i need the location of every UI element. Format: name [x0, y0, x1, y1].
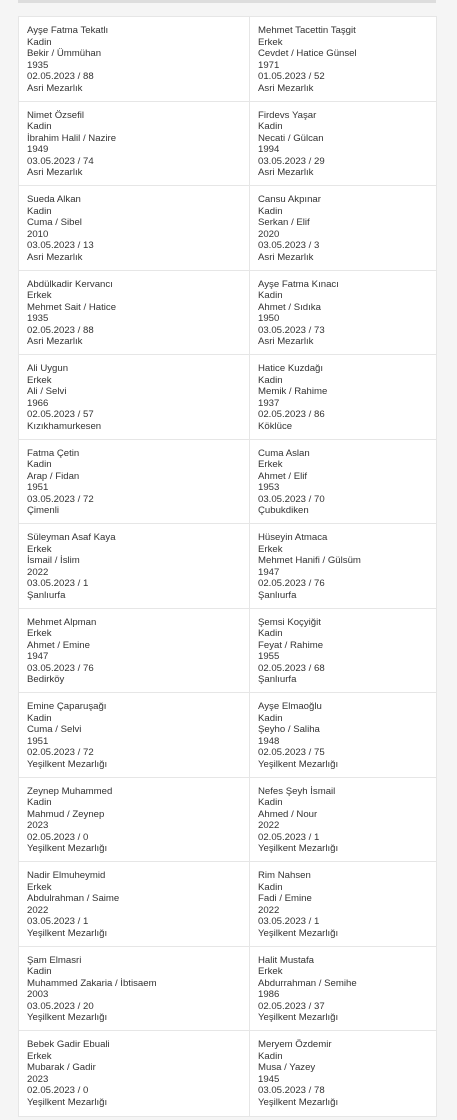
- record-burial-place: Şanlıurfa: [258, 674, 297, 685]
- record-burial-place: Asri Mezarlık: [258, 82, 314, 94]
- record-parents: Memik / Rahime: [258, 386, 328, 397]
- record-name: Rim Nahsen: [258, 870, 311, 881]
- record-parents: Mehmet Sait / Hatice: [27, 301, 117, 313]
- record-parents: Arap / Fidan: [27, 470, 80, 482]
- record-card: [19, 355, 250, 439]
- record-parents: İsmail / İslim: [27, 555, 80, 566]
- record-birth-year: 1949: [27, 144, 49, 155]
- record-gender: Erkek: [258, 459, 283, 470]
- record-parents: Şeyho / Saliha: [258, 724, 320, 735]
- record-date-number: 03.05.2023 / 1: [27, 916, 89, 927]
- record-burial-place: Yeşilkent Mezarlığı: [258, 843, 339, 854]
- record-card: [250, 524, 436, 608]
- death-records-list: [18, 16, 437, 1117]
- record-gender: Kadin: [258, 712, 283, 724]
- record-card: [19, 862, 250, 946]
- record-date-number: 02.05.2023 / 76: [258, 578, 325, 589]
- record-burial-place: Yeşilkent Mezarlığı: [27, 927, 108, 939]
- record-row: [19, 1031, 436, 1116]
- record-parents: Muhammed Zakaria / İbtisaem: [27, 977, 157, 989]
- record-parents: Ahmet / Elif: [258, 470, 308, 482]
- record-card: [19, 440, 250, 524]
- record-parents: Cuma / Sibel: [27, 217, 82, 228]
- record-gender: Kadin: [258, 1050, 283, 1062]
- record-row: [19, 271, 436, 356]
- record-burial-place: Asri Mezarlık: [258, 336, 314, 347]
- record-birth-year: 2023: [27, 1073, 49, 1085]
- top-divider: [18, 0, 436, 3]
- record-parents: Serkan / Elif: [258, 217, 310, 228]
- record-row: [19, 524, 436, 609]
- record-date-number: 02.05.2023 / 0: [27, 831, 89, 843]
- record-burial-place: Asri Mezarlık: [27, 82, 83, 94]
- record-date-number: 02.05.2023 / 75: [258, 747, 325, 758]
- record-card: [19, 17, 250, 101]
- record-date-number: 02.05.2023 / 72: [27, 747, 94, 758]
- record-gender: Erkek: [258, 36, 283, 48]
- record-date-number: 01.05.2023 / 52: [258, 71, 325, 82]
- record-burial-place: Asri Mezarlık: [27, 336, 83, 347]
- record-date-number: 02.05.2023 / 86: [258, 409, 325, 420]
- record-name: Sueda Alkan: [27, 194, 81, 205]
- record-birth-year: 2020: [258, 228, 280, 240]
- record-parents: Fadi / Emine: [258, 893, 312, 904]
- record-name: Şemsi Koçyiğit: [258, 616, 321, 628]
- record-date-number: 02.05.2023 / 1: [258, 831, 320, 843]
- record-parents: İbrahim Halil / Nazire: [27, 132, 117, 144]
- record-gender: Kadin: [258, 205, 283, 217]
- record-burial-place: Asri Mezarlık: [258, 251, 314, 263]
- record-name: Ali Uygun: [27, 363, 69, 374]
- record-card: [19, 609, 250, 693]
- record-gender: Erkek: [27, 543, 52, 555]
- record-gender: Erkek: [27, 1050, 52, 1062]
- record-burial-place: Bedirköy: [27, 674, 65, 685]
- record-name: Zeynep Muhammed: [27, 785, 113, 797]
- record-name: Nadir Elmuheymid: [27, 870, 106, 881]
- record-date-number: 03.05.2023 / 1: [258, 916, 320, 927]
- record-name: Nimet Özsefil: [27, 109, 85, 121]
- record-name: Hüseyin Atmaca: [258, 532, 328, 543]
- record-name: Ayşe Elmaoğlu: [258, 701, 322, 712]
- record-gender: Erkek: [27, 881, 52, 893]
- record-date-number: 03.05.2023 / 72: [27, 493, 94, 505]
- record-date-number: 02.05.2023 / 0: [27, 1085, 89, 1096]
- record-parents: Cevdet / Hatice Günsel: [258, 48, 357, 59]
- record-gender: Erkek: [27, 628, 52, 639]
- record-birth-year: 1994: [258, 144, 280, 155]
- record-date-number: 03.05.2023 / 70: [258, 493, 325, 505]
- record-gender: Kadin: [258, 628, 283, 639]
- record-burial-place: Çubukdiken: [258, 505, 309, 516]
- record-burial-place: Yeşilkent Mezarlığı: [27, 1096, 108, 1108]
- record-date-number: 03.05.2023 / 29: [258, 155, 325, 167]
- record-burial-place: Yeşilkent Mezarlığı: [258, 1096, 339, 1108]
- record-parents: Necati / Gülcan: [258, 132, 324, 144]
- record-birth-year: 1935: [27, 59, 49, 71]
- record-burial-place: Köklüce: [258, 420, 293, 432]
- record-parents: Abdurrahman / Semihe: [258, 977, 357, 989]
- record-gender: Kadin: [27, 797, 52, 808]
- record-burial-place: Yeşilkent Mezarlığı: [27, 843, 108, 854]
- record-parents: Ahmed / Nour: [258, 808, 318, 820]
- record-gender: Kadin: [27, 121, 52, 132]
- record-birth-year: 2022: [27, 904, 49, 916]
- record-name: Emine Çaparuşağı: [27, 701, 107, 712]
- record-row: [19, 947, 436, 1032]
- record-date-number: 03.05.2023 / 20: [27, 1000, 94, 1012]
- record-gender: Erkek: [258, 966, 283, 977]
- record-row: [19, 440, 436, 525]
- record-burial-place: Şanlıurfa: [27, 589, 66, 601]
- record-date-number: 03.05.2023 / 74: [27, 155, 94, 167]
- record-date-number: 02.05.2023 / 68: [258, 662, 325, 674]
- record-gender: Kadin: [258, 290, 283, 301]
- record-burial-place: Çimenli: [27, 505, 59, 516]
- record-birth-year: 2022: [258, 820, 280, 831]
- record-gender: Kadin: [27, 205, 52, 217]
- record-parents: Ahmet / Emine: [27, 639, 90, 651]
- record-birth-year: 1971: [258, 59, 280, 71]
- record-birth-year: 1947: [258, 566, 280, 578]
- record-row: [19, 102, 436, 187]
- record-date-number: 02.05.2023 / 57: [27, 409, 94, 420]
- record-card: [250, 1031, 436, 1116]
- record-card: [250, 17, 436, 101]
- record-birth-year: 1950: [258, 313, 280, 324]
- record-gender: Kadin: [27, 459, 52, 470]
- record-date-number: 03.05.2023 / 78: [258, 1085, 325, 1096]
- record-gender: Erkek: [27, 290, 52, 301]
- record-row: [19, 862, 436, 947]
- record-row: [19, 778, 436, 863]
- record-card: [250, 355, 436, 439]
- record-gender: Kadin: [258, 881, 283, 893]
- record-parents: Ali / Selvi: [27, 386, 67, 397]
- record-burial-place: Yeşilkent Mezarlığı: [27, 758, 108, 770]
- record-name: Mehmet Tacettin Taşgit: [258, 25, 356, 36]
- record-gender: Kadin: [27, 36, 52, 48]
- record-gender: Kadin: [258, 797, 283, 808]
- record-name: Meryem Özdemir: [258, 1039, 332, 1050]
- record-name: Firdevs Yaşar: [258, 109, 317, 121]
- record-name: Cansu Akpınar: [258, 194, 321, 205]
- record-parents: Feyat / Rahime: [258, 639, 324, 651]
- record-birth-year: 1966: [27, 397, 49, 409]
- record-row: [19, 186, 436, 271]
- record-gender: Kadin: [258, 374, 283, 386]
- record-name: Mehmet Alpman: [27, 616, 97, 628]
- record-card: [250, 693, 436, 777]
- record-card: [19, 271, 250, 355]
- record-parents: Ahmet / Sıdıka: [258, 301, 321, 313]
- record-date-number: 03.05.2023 / 1: [27, 578, 89, 589]
- record-gender: Kadin: [258, 121, 283, 132]
- record-card: [19, 186, 250, 270]
- record-date-number: 03.05.2023 / 3: [258, 240, 320, 251]
- record-birth-year: 1955: [258, 651, 280, 662]
- record-card: [250, 102, 436, 186]
- record-birth-year: 2003: [27, 989, 49, 1000]
- record-birth-year: 2023: [27, 820, 49, 831]
- record-date-number: 02.05.2023 / 37: [258, 1000, 325, 1012]
- record-name: Ayşe Fatma Tekatlı: [27, 25, 109, 36]
- record-burial-place: Yeşilkent Mezarlığı: [258, 758, 339, 770]
- record-burial-place: Kızıkhamurkesen: [27, 420, 102, 432]
- record-name: Cuma Aslan: [258, 447, 310, 459]
- record-name: Hatice Kuzdağı: [258, 363, 324, 374]
- record-birth-year: 1986: [258, 989, 280, 1000]
- record-birth-year: 1951: [27, 482, 49, 493]
- record-name: Ayşe Fatma Kınacı: [258, 278, 339, 290]
- record-card: [19, 947, 250, 1031]
- record-card: [250, 186, 436, 270]
- record-date-number: 02.05.2023 / 88: [27, 71, 94, 82]
- record-burial-place: Asri Mezarlık: [27, 167, 83, 178]
- record-card: [250, 947, 436, 1031]
- record-parents: Cuma / Selvi: [27, 724, 82, 735]
- record-burial-place: Yeşilkent Mezarlığı: [27, 1012, 108, 1023]
- record-name: Süleyman Asaf Kaya: [27, 532, 116, 543]
- record-card: [250, 609, 436, 693]
- record-name: Fatma Çetin: [27, 447, 80, 459]
- record-card: [19, 524, 250, 608]
- record-date-number: 03.05.2023 / 13: [27, 240, 94, 251]
- record-parents: Abdulrahman / Saime: [27, 893, 120, 904]
- record-birth-year: 1937: [258, 397, 280, 409]
- record-birth-year: 1953: [258, 482, 280, 493]
- record-birth-year: 1945: [258, 1073, 280, 1085]
- record-gender: Kadin: [27, 966, 52, 977]
- record-name: Abdülkadir Kervancı: [27, 278, 113, 290]
- record-row: [19, 17, 436, 102]
- record-parents: Musa / Yazey: [258, 1062, 316, 1073]
- record-row: [19, 609, 436, 694]
- record-gender: Kadin: [27, 712, 52, 724]
- record-card: [250, 440, 436, 524]
- record-birth-year: 2010: [27, 228, 49, 240]
- record-card: [19, 1031, 250, 1116]
- record-parents: Mehmet Hanifi / Gülsüm: [258, 555, 361, 566]
- record-birth-year: 2022: [258, 904, 280, 916]
- record-card: [250, 862, 436, 946]
- record-card: [19, 693, 250, 777]
- record-birth-year: 1947: [27, 651, 49, 662]
- record-parents: Mahmud / Zeynep: [27, 808, 105, 820]
- record-name: Bebek Gadir Ebuali: [27, 1039, 110, 1050]
- record-burial-place: Yeşilkent Mezarlığı: [258, 1012, 339, 1023]
- record-card: [250, 271, 436, 355]
- record-burial-place: Asri Mezarlık: [27, 251, 83, 263]
- record-burial-place: Asri Mezarlık: [258, 167, 314, 178]
- record-card: [250, 778, 436, 862]
- record-birth-year: 1948: [258, 735, 280, 747]
- record-gender: Erkek: [258, 543, 283, 555]
- record-date-number: 03.05.2023 / 73: [258, 324, 325, 336]
- record-birth-year: 2022: [27, 566, 49, 578]
- record-row: [19, 693, 436, 778]
- record-date-number: 02.05.2023 / 88: [27, 324, 94, 336]
- record-date-number: 03.05.2023 / 76: [27, 662, 94, 674]
- record-card: [19, 102, 250, 186]
- record-name: Şam Elmasri: [27, 954, 82, 966]
- record-birth-year: 1935: [27, 313, 49, 324]
- record-burial-place: Şanlıurfa: [258, 589, 297, 601]
- record-card: [19, 778, 250, 862]
- record-name: Nefes Şeyh İsmail: [258, 785, 336, 797]
- record-burial-place: Yeşilkent Mezarlığı: [258, 927, 339, 939]
- record-name: Halit Mustafa: [258, 954, 314, 966]
- record-gender: Erkek: [27, 374, 52, 386]
- record-row: [19, 355, 436, 440]
- record-parents: Mubarak / Gadir: [27, 1062, 96, 1073]
- record-parents: Bekir / Ümmühan: [27, 48, 102, 59]
- record-birth-year: 1951: [27, 735, 49, 747]
